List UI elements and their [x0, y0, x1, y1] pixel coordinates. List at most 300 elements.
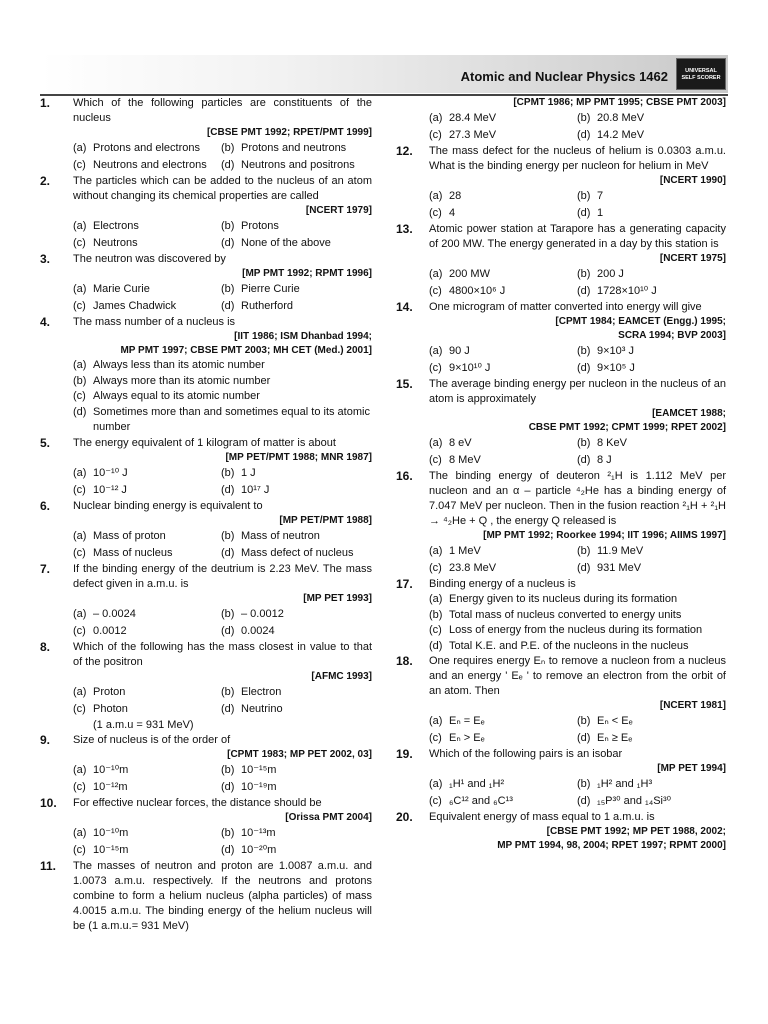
options	[73, 358, 372, 436]
option-letter: (c)	[73, 843, 86, 856]
option-letter: (c)	[73, 624, 86, 637]
option-text: Eₙ > Eₑ	[449, 732, 485, 744]
question-text: One microgram of matter converted into energy will give	[429, 301, 702, 313]
options	[429, 713, 726, 747]
option-text: 10¹⁷ J	[241, 483, 270, 496]
option-letter: (d)	[577, 795, 591, 807]
option-letter: (d)	[221, 624, 235, 637]
option[interactable]	[221, 842, 372, 859]
question	[40, 796, 372, 859]
option[interactable]	[73, 374, 372, 390]
option-text: James Chadwick	[93, 300, 177, 312]
option-letter: (a)	[73, 142, 87, 154]
right-column	[396, 96, 726, 853]
options	[429, 110, 726, 144]
option[interactable]	[429, 205, 577, 222]
option[interactable]	[73, 545, 221, 562]
option-letter: (b)	[221, 685, 235, 698]
option-letter: (b)	[221, 607, 235, 620]
option-text: 1 MeV	[449, 545, 481, 557]
question-number: 7.	[40, 561, 51, 576]
exam-source: [CPMT 1983; MP PET 2002, 03]	[227, 748, 372, 760]
question	[40, 96, 372, 174]
option-letter: (d)	[221, 237, 235, 249]
option-text: 200 J	[597, 268, 624, 280]
option[interactable]	[429, 283, 577, 300]
option[interactable]	[429, 452, 577, 469]
question-number: 15.	[396, 377, 413, 391]
question	[396, 300, 726, 377]
option-letter: (b)	[221, 466, 235, 479]
option-letter: (d)	[221, 300, 235, 312]
option[interactable]	[73, 762, 221, 779]
question	[40, 436, 372, 499]
option[interactable]	[429, 639, 726, 655]
option[interactable]	[429, 713, 577, 730]
question	[396, 747, 726, 810]
option[interactable]	[221, 528, 372, 545]
option-text: 10⁻¹² J	[93, 483, 127, 496]
option-letter: (c)	[429, 285, 442, 297]
question	[396, 469, 726, 577]
question-text: The energy equivalent of 1 kilogram of matter is about	[73, 436, 336, 449]
option-text: Always more than its atomic number	[93, 374, 271, 387]
option-letter: (c)	[429, 129, 442, 141]
option[interactable]	[429, 127, 577, 144]
option[interactable]	[73, 842, 221, 859]
option-letter: (d)	[429, 639, 443, 652]
option-text: Protons and neutrons	[241, 142, 347, 154]
exam-source: [CBSE PMT 1992; MP PET 1988, 2002; MP PMT 1994, 98, 2004; RPET 1997; RPMT 2000]	[497, 826, 726, 851]
question-number: 20.	[396, 810, 413, 824]
option-letter: (a)	[429, 112, 443, 124]
option[interactable]	[429, 435, 577, 452]
question-number: 3.	[40, 252, 51, 266]
option-letter: (c)	[429, 454, 442, 466]
option-text: 10⁻¹⁵m	[241, 763, 277, 776]
option-letter: (c)	[73, 702, 86, 715]
question-number: 6.	[40, 498, 51, 513]
options	[73, 528, 372, 562]
option-letter: (c)	[73, 483, 86, 496]
option-text: 1728×10¹⁰ J	[597, 285, 657, 297]
option[interactable]	[221, 762, 372, 779]
option[interactable]	[221, 545, 372, 562]
option[interactable]	[577, 435, 726, 452]
option-text: 10⁻¹⁰m	[93, 763, 129, 776]
option-text: 8 KeV	[597, 437, 627, 449]
option-letter: (d)	[221, 546, 235, 559]
option-letter: (a)	[429, 190, 443, 202]
option-letter: (c)	[73, 780, 86, 793]
option-letter: (a)	[429, 268, 443, 280]
question-text: Nuclear binding energy is equivalent to	[73, 499, 263, 512]
option-letter: (d)	[577, 732, 591, 744]
option-text: 931 MeV	[597, 562, 642, 574]
option[interactable]	[73, 528, 221, 545]
universal-self-scorer-logo: UNIVERSAL SELF SCORER	[676, 58, 726, 90]
option[interactable]	[429, 776, 577, 793]
option-text: 0.0024	[241, 624, 275, 637]
options	[73, 684, 372, 718]
option[interactable]	[73, 825, 221, 842]
option-text: Eₙ < Eₑ	[597, 715, 633, 727]
question-number: 18.	[396, 654, 413, 668]
question-number: 1.	[40, 96, 51, 110]
question-text: The average binding energy per nucleon in the nucleus of an atom is approximately	[429, 378, 726, 405]
question-text: The mass number of a nucleus is	[73, 316, 236, 328]
option-text: 1 J	[241, 466, 256, 479]
question-number: 2.	[40, 174, 51, 188]
option-text: 11.9 MeV	[597, 545, 644, 557]
option[interactable]	[221, 465, 372, 482]
option[interactable]	[221, 606, 372, 623]
question-text: The binding energy of deuteron ²₁H is 1.112 MeV per nucleon and an α – particle ⁴₂He has a binding energy of 7.047 MeV per nucleon. Then in the fusion reaction ²₁H + ²₁H → ⁴₂He + Q , the energy Q released is	[429, 470, 726, 527]
option-letter: (d)	[577, 562, 591, 574]
option[interactable]	[577, 343, 726, 360]
option[interactable]	[221, 482, 372, 499]
question-text: Which of the following particles are constituents of the nucleus	[73, 97, 372, 124]
option[interactable]	[429, 110, 577, 127]
option[interactable]	[429, 608, 726, 624]
options	[429, 343, 726, 377]
option[interactable]	[73, 623, 221, 640]
option[interactable]	[221, 825, 372, 842]
question-text: The neutron was discovered by	[73, 253, 226, 265]
option-letter: (b)	[577, 437, 591, 449]
option[interactable]	[577, 730, 726, 747]
option[interactable]	[73, 157, 221, 174]
question-number: 10.	[40, 795, 57, 810]
option[interactable]	[73, 140, 221, 157]
option-letter: (b)	[221, 142, 235, 154]
option[interactable]	[73, 389, 372, 405]
option[interactable]	[73, 358, 372, 374]
option-text: 10⁻¹⁹m	[241, 780, 277, 793]
option[interactable]	[221, 157, 372, 174]
option-text: 10⁻¹⁰ J	[93, 466, 128, 479]
option-text: 28.4 MeV	[449, 112, 497, 124]
option-letter: (a)	[429, 715, 443, 727]
option[interactable]	[577, 452, 726, 469]
option-letter: (a)	[429, 593, 443, 605]
option-text: Neutrino	[241, 702, 283, 715]
option-letter: (a)	[73, 607, 87, 620]
option-letter: (d)	[221, 702, 235, 715]
option-letter: (a)	[73, 763, 87, 776]
option-letter: (a)	[73, 529, 87, 542]
option-letter: (b)	[577, 268, 591, 280]
option-letter: (a)	[73, 220, 87, 232]
option-letter: (c)	[73, 237, 86, 249]
options	[73, 218, 372, 252]
option-letter: (a)	[73, 685, 87, 698]
exam-source: [NCERT 1981]	[659, 700, 726, 711]
question	[396, 810, 726, 853]
option-text: 10⁻¹³m	[241, 826, 276, 839]
option-text: 10⁻²⁰m	[241, 843, 277, 856]
option[interactable]	[429, 592, 726, 608]
option-letter: (d)	[221, 483, 235, 496]
option[interactable]	[73, 684, 221, 701]
question-number: 5.	[40, 435, 51, 450]
option-letter: (d)	[221, 843, 235, 856]
option[interactable]	[577, 793, 726, 810]
option-text: Always equal to its atomic number	[93, 390, 260, 402]
option-letter: (a)	[429, 345, 443, 357]
option[interactable]	[221, 623, 372, 640]
option-text: ₁H² and ₁H³	[597, 778, 653, 790]
question-text: Which of the following pairs is an isobar	[429, 748, 623, 760]
option-text: 27.3 MeV	[449, 129, 497, 141]
options	[73, 465, 372, 499]
option-text: Mass of nucleus	[93, 546, 173, 559]
question-text: Which of the following has the mass closest in value to that of the positron	[73, 640, 372, 668]
options	[429, 776, 726, 810]
option-text: Rutherford	[241, 300, 293, 312]
option-text: Sometimes more than and sometimes equal to its atomic number	[93, 405, 370, 433]
question-text: Binding energy of a nucleus is	[429, 578, 576, 590]
question-text: The particles which can be added to the nucleus of an atom without changing its chemical properties are called	[73, 175, 372, 202]
question	[40, 499, 372, 562]
exam-source: [IIT 1986; ISM Dhanbad 1994; MP PMT 1997; CBSE PMT 2003; MH CET (Med.) 2001]	[120, 331, 372, 356]
option-letter: (a)	[73, 466, 87, 479]
option[interactable]	[73, 606, 221, 623]
option-text: Loss of energy from the nucleus during its formation	[449, 624, 703, 636]
exam-source: [Orissa PMT 2004]	[285, 811, 372, 823]
page-header	[40, 55, 728, 93]
option[interactable]	[577, 127, 726, 144]
option-letter: (b)	[221, 826, 235, 839]
option-letter: (c)	[73, 300, 86, 312]
option-letter: (d)	[577, 454, 591, 466]
option-letter: (d)	[73, 405, 87, 418]
option-letter: (a)	[429, 778, 443, 790]
option[interactable]	[73, 235, 221, 252]
option-text: 9×10⁵ J	[597, 362, 635, 374]
option[interactable]	[73, 779, 221, 796]
question-number: 17.	[396, 577, 413, 591]
option[interactable]	[429, 188, 577, 205]
exam-source: [CBSE PMT 1992; RPET/PMT 1999]	[206, 127, 372, 138]
option[interactable]	[73, 218, 221, 235]
option[interactable]	[73, 298, 221, 315]
option[interactable]	[221, 235, 372, 252]
question	[396, 377, 726, 469]
exam-source: [MP PET 1994]	[657, 763, 726, 774]
option-letter: (b)	[73, 374, 87, 387]
option-text: Mass of neutron	[241, 529, 320, 542]
option-text: Electron	[241, 685, 282, 698]
option[interactable]	[221, 779, 372, 796]
option-letter: (c)	[429, 562, 442, 574]
option[interactable]	[429, 793, 577, 810]
option-text: 28	[449, 190, 462, 202]
option-text: 1	[597, 207, 604, 219]
option-text: 200 MW	[449, 268, 490, 280]
options	[429, 435, 726, 469]
option-text: 4800×10⁶ J	[449, 285, 506, 297]
option-text: Energy given to its nucleus during its formation	[449, 593, 678, 605]
option-text: 8 eV	[449, 437, 472, 449]
option[interactable]	[73, 465, 221, 482]
options	[429, 592, 726, 654]
exam-source: [CPMT 1984; EAMCET (Engg.) 1995; SCRA 1994; BVP 2003]	[555, 316, 726, 341]
option-text: Photon	[93, 702, 128, 715]
question-number: 12.	[396, 144, 413, 158]
option[interactable]	[221, 140, 372, 157]
option-text: 9×10¹⁰ J	[449, 362, 491, 374]
question-text: For effective nuclear forces, the distance should be	[73, 796, 322, 809]
option[interactable]	[73, 281, 221, 298]
option-letter: (c)	[73, 159, 86, 171]
option[interactable]	[429, 730, 577, 747]
question	[40, 562, 372, 640]
left-column	[40, 96, 372, 934]
question-number: 13.	[396, 222, 413, 236]
option-letter: (a)	[429, 437, 443, 449]
option-text: ₆C¹² and ₆C¹³	[449, 795, 513, 807]
option-text: Marie Curie	[93, 283, 150, 295]
question-text: One requires energy Eₙ to remove a nucleon from a nucleus and an energy ' Eₑ ' to remove an electron from the orbit of an atom. Then	[429, 655, 726, 697]
option[interactable]	[221, 701, 372, 718]
option-text: Pierre Curie	[241, 283, 300, 295]
question-text: The masses of neutron and proton are 1.0087 a.m.u. and 1.0073 a.m.u. respectively. If the neutrons and protons combine to form a helium nucleus (alpha particles) of mass 4.0015 a.m.u. The binding energy of the helium nucleus will be (1 a.m.u.= 931 MeV)	[73, 859, 372, 932]
option-letter: (c)	[429, 795, 442, 807]
option-letter: (d)	[221, 159, 235, 171]
option-text: 10⁻¹⁵m	[93, 843, 129, 856]
option-letter: (b)	[221, 283, 235, 295]
question-number: 11.	[40, 858, 57, 873]
question-text: If the binding energy of the deutrium is 2.23 MeV. The mass defect given in a.m.u. is	[73, 562, 372, 590]
exam-source: [MP PMT 1992; Roorkee 1994; IIT 1996; AIIMS 1997]	[483, 530, 726, 541]
option[interactable]	[429, 343, 577, 360]
exam-source: [NCERT 1990]	[659, 175, 726, 186]
question	[40, 315, 372, 436]
option-letter: (c)	[429, 362, 442, 374]
question	[396, 144, 726, 222]
option[interactable]	[577, 266, 726, 283]
option[interactable]	[577, 776, 726, 793]
option[interactable]	[73, 701, 221, 718]
exam-source: [EAMCET 1988; CBSE PMT 1992; CPMT 1999; RPET 2002]	[528, 408, 726, 433]
option[interactable]	[577, 205, 726, 222]
option-letter: (b)	[429, 608, 443, 621]
options	[429, 543, 726, 577]
option-text: Neutrons and positrons	[241, 159, 355, 171]
options	[73, 762, 372, 796]
option-text: – 0.0024	[93, 607, 136, 620]
option-letter: (d)	[577, 362, 591, 374]
exam-source: [NCERT 1979]	[305, 205, 372, 216]
exam-source: [MP PET/PMT 1988; MNR 1987]	[225, 451, 372, 463]
option-letter: (b)	[577, 345, 591, 357]
option-text: 90 J	[449, 345, 470, 357]
option-letter: (a)	[73, 283, 87, 295]
option-letter: (d)	[577, 207, 591, 219]
question	[40, 640, 372, 733]
question-number: 16.	[396, 469, 413, 483]
option[interactable]	[429, 360, 577, 377]
question-number: 14.	[396, 300, 413, 314]
option-letter: (d)	[577, 129, 591, 141]
exam-source: [MP PET/PMT 1988]	[279, 514, 372, 526]
option-text: 4	[449, 207, 456, 219]
exam-source: [CPMT 1986; MP PMT 1995; CBSE PMT 2003]	[513, 97, 726, 108]
question	[396, 222, 726, 300]
option[interactable]	[221, 281, 372, 298]
options	[73, 281, 372, 315]
option-text: Electrons	[93, 220, 139, 232]
exam-source: [MP PMT 1992; RPMT 1996]	[242, 268, 372, 279]
option-text: Eₙ = Eₑ	[449, 715, 485, 727]
option[interactable]	[221, 218, 372, 235]
option[interactable]	[577, 560, 726, 577]
question	[40, 252, 372, 315]
options	[73, 825, 372, 859]
question-number: 4.	[40, 315, 51, 329]
option[interactable]	[429, 543, 577, 560]
option-letter: (b)	[221, 763, 235, 776]
option-text: 8 MeV	[449, 454, 481, 466]
option[interactable]	[221, 298, 372, 315]
option-text: Eₙ ≥ Eₑ	[597, 732, 633, 744]
option[interactable]	[429, 623, 726, 639]
option-letter: (c)	[73, 546, 86, 559]
option[interactable]	[577, 110, 726, 127]
option-text: 23.8 MeV	[449, 562, 497, 574]
option[interactable]	[577, 188, 726, 205]
question-text: Equivalent energy of mass equal to 1 a.m.u. is	[429, 811, 655, 823]
option-letter: (b)	[577, 715, 591, 727]
option[interactable]	[73, 482, 221, 499]
option-letter: (d)	[577, 285, 591, 297]
question-note: (1 a.m.u = 931 MeV)	[93, 718, 194, 731]
question-number: 8.	[40, 639, 51, 654]
question	[40, 174, 372, 252]
question-number: 9.	[40, 732, 51, 747]
option[interactable]	[577, 543, 726, 560]
question	[40, 859, 372, 934]
option-text: ₁₅P³⁰ and ₁₄Si³⁰	[597, 795, 672, 807]
options	[73, 606, 372, 640]
option-text: – 0.0012	[241, 607, 284, 620]
option[interactable]	[73, 405, 372, 436]
option-text: Total mass of nucleus converted to energy units	[449, 608, 682, 621]
option-text: Total K.E. and P.E. of the nucleons in the nucleus	[449, 639, 689, 652]
option-letter: (b)	[577, 112, 591, 124]
option-text: 10⁻¹⁰m	[93, 826, 129, 839]
option-letter: (c)	[429, 207, 442, 219]
option[interactable]	[221, 684, 372, 701]
option-text: Neutrons	[93, 237, 138, 249]
option-letter: (a)	[73, 359, 87, 371]
option-text: Mass of proton	[93, 529, 166, 542]
option[interactable]	[429, 266, 577, 283]
exam-source: [MP PET 1993]	[303, 592, 372, 604]
question	[396, 96, 726, 144]
option-text: 14.2 MeV	[597, 129, 645, 141]
option[interactable]	[577, 713, 726, 730]
option[interactable]	[577, 283, 726, 300]
option[interactable]	[429, 560, 577, 577]
question-number: 19.	[396, 747, 413, 761]
option-text: 8 J	[597, 454, 612, 466]
option-text: 20.8 MeV	[597, 112, 645, 124]
options	[429, 266, 726, 300]
option-text: Mass defect of nucleus	[241, 546, 354, 559]
option[interactable]	[577, 360, 726, 377]
